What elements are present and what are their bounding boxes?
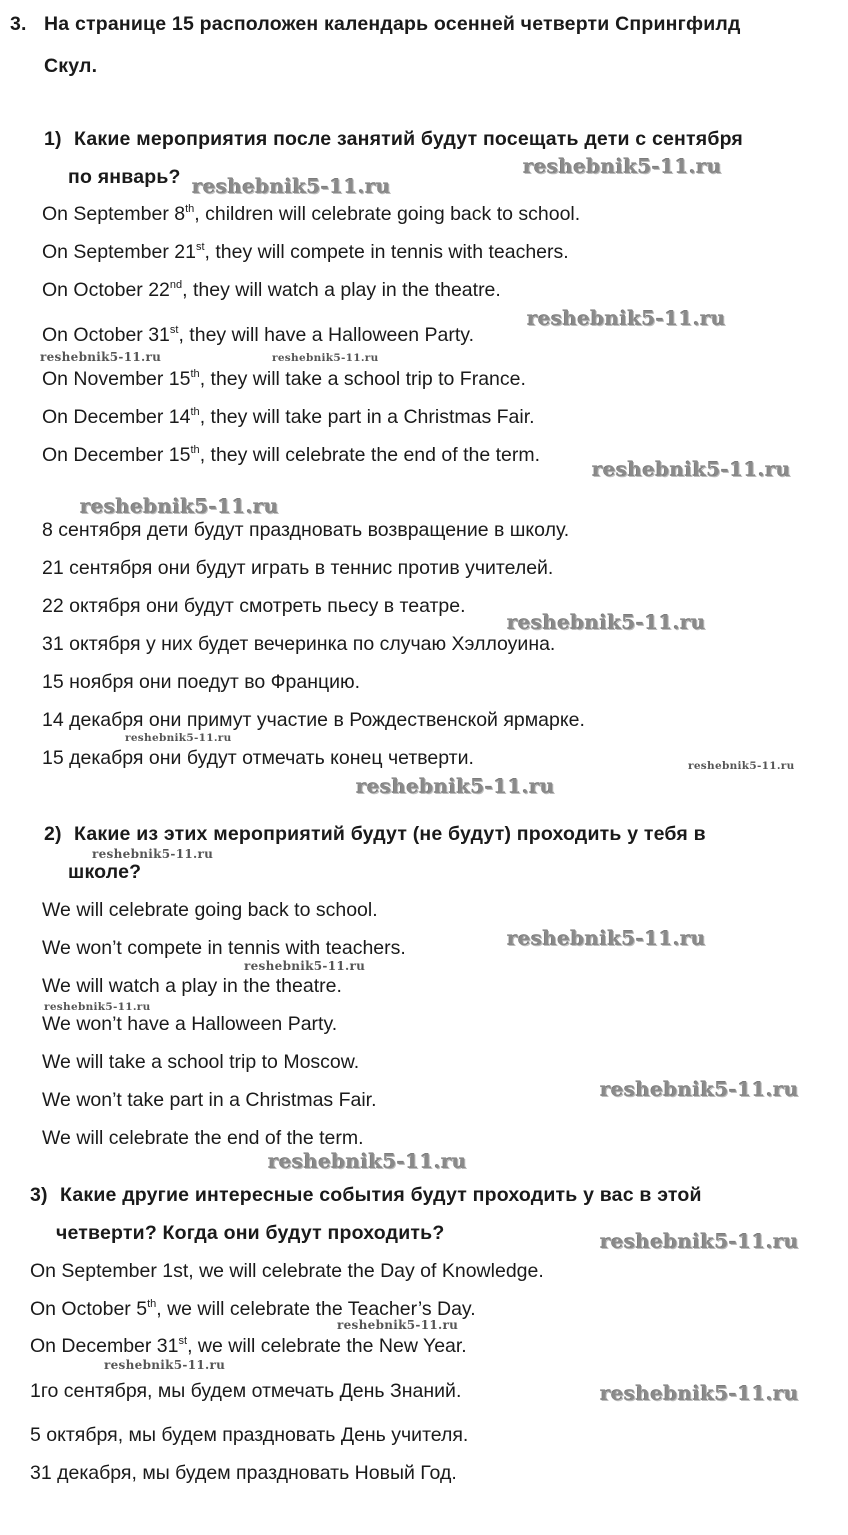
q2-answer: We won’t take part in a Christmas Fair.	[42, 1089, 377, 1111]
q2-answer: We won’t have a Halloween Party.	[42, 1013, 338, 1035]
q1-ru-answer: 31 октября у них будет вечеринка по случаю Хэллоуина.	[42, 633, 556, 655]
q2-answer: We will take a school trip to Moscow.	[42, 1051, 360, 1073]
q2-question-line-2: школе?	[68, 861, 142, 883]
q1-en-answer: On October 22nd, they will watch a play in the theatre.	[42, 279, 501, 301]
q1-ru-answer: 8 сентября дети будут праздновать возвращение в школу.	[42, 519, 570, 541]
watermark: reshebnik5-11.ru	[507, 610, 706, 634]
watermark: reshebnik5-11.ru	[592, 457, 791, 481]
watermark: reshebnik5-11.ru	[600, 1381, 799, 1405]
q2-question-line-1: Какие из этих мероприятий будут (не будут) проходить у тебя в	[74, 823, 706, 845]
q1-en-answer: On September 21st, they will compete in tennis with teachers.	[42, 241, 569, 263]
q1-en-answer: On October 31st, they will have a Halloween Party.	[42, 324, 474, 346]
watermark: reshebnik5-11.ru	[44, 1001, 151, 1013]
watermark: reshebnik5-11.ru	[192, 174, 391, 198]
watermark: reshebnik5-11.ru	[337, 1318, 459, 1332]
watermark: reshebnik5-11.ru	[507, 926, 706, 950]
q1-ru-answer: 22 октября они будут смотреть пьесу в театре.	[42, 595, 466, 617]
watermark: reshebnik5-11.ru	[40, 350, 162, 364]
q3-ru-answer: 31 декабря, мы будем праздновать Новый Год.	[30, 1462, 457, 1484]
watermark: reshebnik5-11.ru	[92, 847, 214, 861]
q3-label: 3)	[30, 1184, 48, 1206]
task-title-line-2: Скул.	[44, 55, 98, 77]
q1-ru-answer: 15 декабря они будут отмечать конец четверти.	[42, 747, 474, 769]
q3-ru-answer: 5 октября, мы будем праздновать День учителя.	[30, 1424, 469, 1446]
watermark: reshebnik5-11.ru	[600, 1077, 799, 1101]
watermark: reshebnik5-11.ru	[600, 1229, 799, 1253]
q1-en-answer: On December 14th, they will take part in a Christmas Fair.	[42, 406, 535, 428]
watermark: reshebnik5-11.ru	[272, 352, 379, 364]
task-title-line-1: На странице 15 расположен календарь осенней четверти Спрингфилд	[44, 13, 741, 35]
watermark: reshebnik5-11.ru	[523, 154, 722, 178]
q1-ru-answer: 14 декабря они примут участие в Рождественской ярмарке.	[42, 709, 585, 731]
watermark: reshebnik5-11.ru	[104, 1358, 226, 1372]
q3-question-line-1: Какие другие интересные события будут проходить у вас в этой	[60, 1184, 702, 1206]
watermark: reshebnik5-11.ru	[244, 959, 366, 973]
q1-en-answer: On December 15th, they will celebrate the end of the term.	[42, 444, 541, 466]
q2-answer: We will celebrate going back to school.	[42, 899, 378, 921]
watermark: reshebnik5-11.ru	[268, 1149, 467, 1173]
q1-question-line-2: по январь?	[68, 166, 181, 188]
q1-question-line-1: Какие мероприятия после занятий будут посещать дети с сентября	[74, 128, 744, 150]
q1-en-answer: On November 15th, they will take a school trip to France.	[42, 368, 526, 390]
q3-en-answer: On December 31st, we will celebrate the New Year.	[30, 1335, 467, 1357]
q2-label: 2)	[44, 823, 62, 845]
q3-ru-answer: 1го сентября, мы будем отмечать День Знаний.	[30, 1380, 462, 1402]
q1-ru-answer: 15 ноября они поедут во Францию.	[42, 671, 361, 693]
q1-ru-answer: 21 сентября они будут играть в теннис против учителей.	[42, 557, 554, 579]
watermark: reshebnik5-11.ru	[356, 774, 555, 798]
q2-answer: We will celebrate the end of the term.	[42, 1127, 364, 1149]
q1-en-answer: On September 8th, children will celebrate going back to school.	[42, 203, 581, 225]
q3-en-answer: On October 5th, we will celebrate the Teacher’s Day.	[30, 1298, 476, 1320]
q3-question-line-2: четверти? Когда они будут проходить?	[56, 1222, 445, 1244]
q3-en-answer: On September 1st, we will celebrate the Day of Knowledge.	[30, 1260, 544, 1282]
q2-answer: We will watch a play in the theatre.	[42, 975, 342, 997]
q1-label: 1)	[44, 128, 62, 150]
watermark: reshebnik5-11.ru	[527, 306, 726, 330]
q2-answer: We won’t compete in tennis with teachers.	[42, 937, 406, 959]
watermark: reshebnik5-11.ru	[125, 732, 232, 744]
watermark: reshebnik5-11.ru	[688, 760, 795, 772]
task-number: 3.	[10, 13, 27, 35]
watermark: reshebnik5-11.ru	[80, 494, 279, 518]
